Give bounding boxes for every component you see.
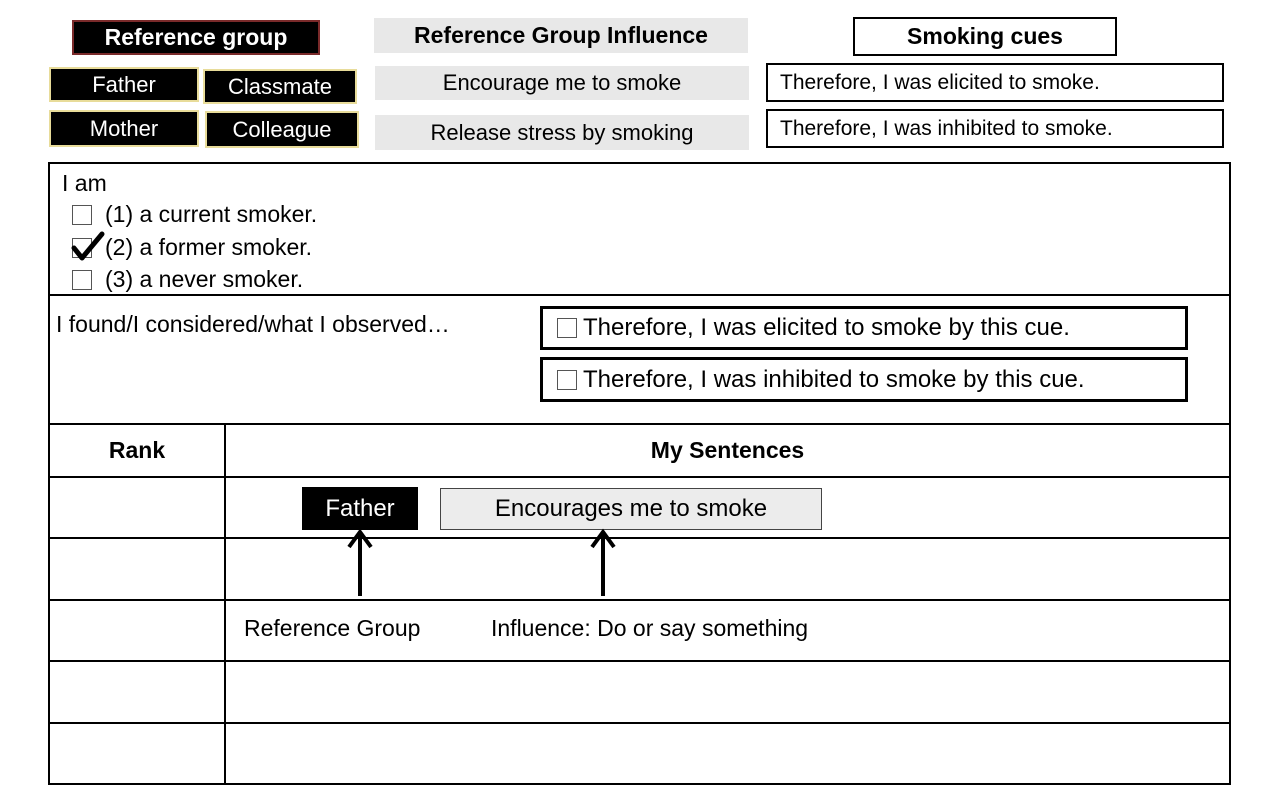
reference-group-header: Reference group bbox=[72, 20, 320, 55]
group-mother-button[interactable]: Mother bbox=[49, 110, 199, 147]
checkmark-icon bbox=[71, 231, 105, 263]
status-option-current[interactable] bbox=[72, 203, 317, 226]
group-colleague-button[interactable]: Colleague bbox=[205, 111, 359, 148]
example-influence-tag: Encourages me to smoke bbox=[440, 488, 822, 530]
cue-option-label: Therefore, I was inhibited to smoke by this cue. bbox=[583, 365, 1085, 393]
arrow-up-icon bbox=[587, 528, 619, 598]
example-group-tag: Father bbox=[302, 487, 418, 530]
status-intro: I am bbox=[62, 170, 107, 196]
influence-release-stress-button[interactable]: Release stress by smoking bbox=[375, 115, 749, 150]
group-classmate-button[interactable]: Classmate bbox=[203, 69, 357, 104]
cue-option-label: Therefore, I was elicited to smoke by this cue. bbox=[583, 314, 1070, 341]
influence-header: Reference Group Influence bbox=[374, 18, 748, 53]
group-caption: Reference Group bbox=[244, 615, 421, 641]
influence-encourage-button[interactable]: Encourage me to smoke bbox=[375, 66, 749, 100]
status-option-label: (2) a former smoker. bbox=[105, 234, 313, 260]
checkbox[interactable] bbox=[557, 370, 577, 390]
column-divider bbox=[224, 423, 226, 785]
status-option-label: (3) a never smoker. bbox=[105, 266, 304, 292]
divider bbox=[48, 294, 1231, 296]
status-option-never[interactable] bbox=[72, 268, 303, 291]
found-prompt: I found/I considered/what I observed… bbox=[56, 311, 450, 337]
checkbox[interactable] bbox=[72, 270, 92, 290]
checkbox[interactable] bbox=[557, 318, 577, 338]
checkbox-checked[interactable] bbox=[72, 238, 92, 258]
rank-column-header: Rank bbox=[108, 437, 166, 463]
status-option-former[interactable] bbox=[72, 236, 312, 259]
cue-option-elicited[interactable] bbox=[540, 306, 1188, 350]
arrow-up-icon bbox=[344, 528, 376, 598]
cue-inhibited-button[interactable]: Therefore, I was inhibited to smoke. bbox=[766, 109, 1224, 148]
status-option-label: (1) a current smoker. bbox=[105, 201, 318, 227]
checkbox[interactable] bbox=[72, 205, 92, 225]
cue-elicited-button[interactable]: Therefore, I was elicited to smoke. bbox=[766, 63, 1224, 102]
sentences-column-header: My Sentences bbox=[650, 437, 805, 463]
group-father-button[interactable]: Father bbox=[49, 67, 199, 102]
smoking-cues-header: Smoking cues bbox=[853, 17, 1117, 56]
influence-caption: Influence: Do or say something bbox=[491, 615, 809, 641]
cue-option-inhibited[interactable] bbox=[540, 357, 1188, 402]
